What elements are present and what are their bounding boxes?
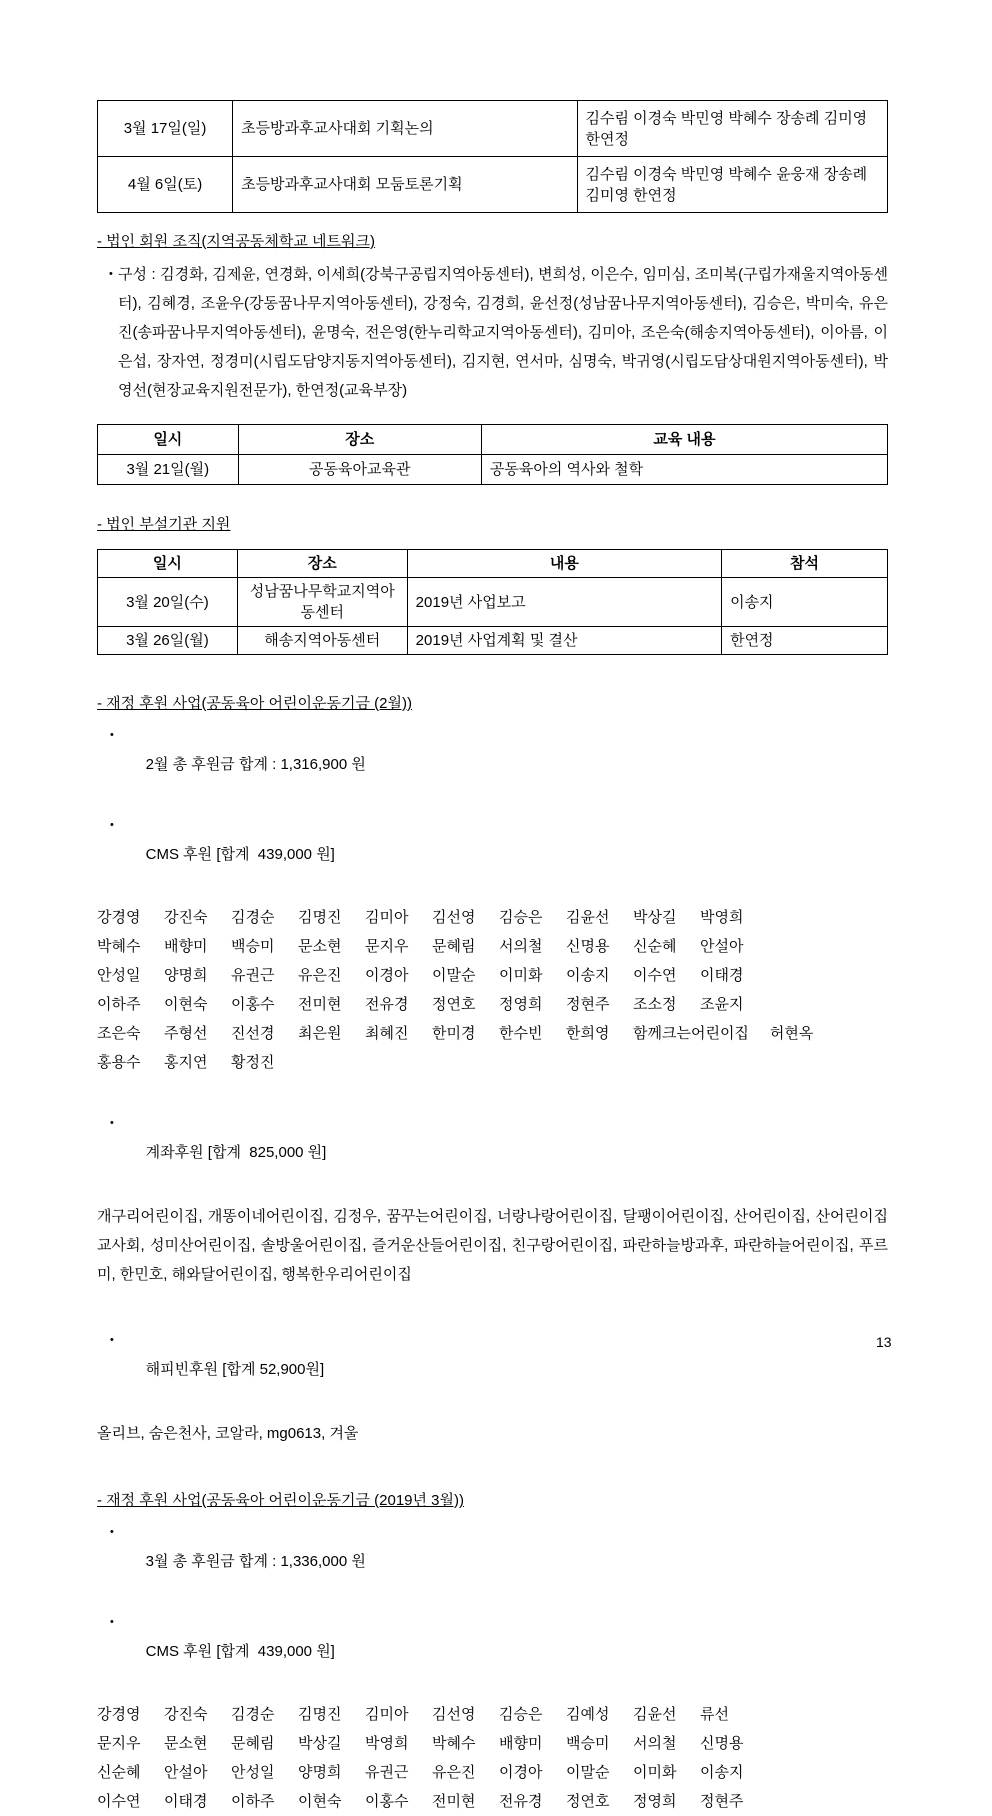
table-row [98, 578, 888, 627]
branch-date-cell: 3월 20일(수) [98, 578, 238, 627]
donor-name: 한미경 [432, 1025, 476, 1042]
donor-name: 이말순 [432, 967, 476, 984]
donor-name-row [97, 932, 888, 961]
donor-name: 류선 [700, 1706, 729, 1723]
table-header-row [98, 425, 888, 455]
donor-name: 정영희 [499, 996, 543, 1013]
section-heading-feb-fund: - 재정 후원 사업(공동육아 어린이운동기금 (2월)) [97, 695, 412, 712]
donor-name-row [97, 1700, 888, 1729]
bullet-icon: • [110, 1526, 114, 1538]
donor-name-row [97, 903, 888, 932]
donor-name: 이하주 [97, 996, 141, 1013]
donor-name: 유권근 [365, 1764, 409, 1781]
donor-name: 이경아 [499, 1764, 543, 1781]
donor-name: 서의철 [499, 938, 543, 955]
table-row [98, 455, 888, 485]
donor-name: 이태경 [700, 967, 744, 984]
donor-name: 이현숙 [164, 996, 208, 1013]
donor-name: 정연호 [432, 996, 476, 1013]
donor-name: 전유경 [499, 1793, 543, 1810]
donor-name: 백승미 [566, 1735, 610, 1752]
donor-name: 이송지 [700, 1764, 744, 1781]
donor-name-row [97, 1787, 888, 1816]
donor-name: 이홍수 [231, 996, 275, 1013]
donor-name: 김예성 [566, 1706, 610, 1723]
donor-name: 박상길 [298, 1735, 342, 1752]
donor-name: 양명희 [298, 1764, 342, 1781]
col-header-place: 장소 [238, 425, 481, 455]
donor-name: 박혜수 [432, 1735, 476, 1752]
donor-name: 한희영 [566, 1025, 610, 1042]
donor-name: 조은숙 [97, 1025, 141, 1042]
donor-name: 정현주 [566, 996, 610, 1013]
donor-name: 주형선 [164, 1025, 208, 1042]
donor-name: 강진숙 [164, 909, 208, 926]
document-page [97, 100, 888, 1816]
donor-name: 안성일 [97, 967, 141, 984]
donor-name: 전유경 [365, 996, 409, 1013]
donor-name: 이송지 [566, 967, 610, 984]
table-header-row [98, 550, 888, 578]
mar-cms-donor-grid [97, 1700, 888, 1816]
donor-name: 문지우 [365, 938, 409, 955]
section-heading-mar-fund: - 재정 후원 사업(공동육아 어린이운동기금 (2019년 3월)) [97, 1492, 465, 1509]
donor-name: 최혜진 [365, 1025, 409, 1042]
donor-name: 배향미 [164, 938, 208, 955]
donor-name-row [97, 1019, 888, 1048]
donor-name: 이수연 [633, 967, 677, 984]
donor-name: 유은진 [432, 1764, 476, 1781]
donor-name-row [97, 1048, 888, 1077]
donor-name: 문소현 [298, 938, 342, 955]
member-composition-text: 구성 : 김경화, 김제윤, 연경화, 이세희(강북구공립지역아동센터), 변희성, 이은수, 임미심, 조미복(구립가재울지역아동센터), 김혜경, 조윤우(강동꿈나무지역아동센터), 강정숙, 김경희, 윤선정(성남꿈나무지역아동센터), 김승은, 박미숙, 유은진(송파꿈나무지역아동센터), 윤명숙, 전은영(한누리학교지역아동센터), 김미아, 조은숙(해송지역아동센터), 이아름, 이은섭, 장자연, 정경미(시립도담양지동지역아동센터), 김지현, 연서마, 심명숙, 박귀영(시립도담상대원지역아동센터), 박영선(현장교육지원전문가), 한연정(교육부장) [118, 266, 888, 399]
happybean-text: 해피빈후원 [합계 52,900원] [145, 1361, 325, 1378]
mar-total-text: 3월 총 후원금 합계 : 1,336,000 원 [145, 1553, 366, 1570]
branch-attendee-cell: 이송지 [722, 578, 888, 627]
member-composition-paragraph [97, 260, 888, 405]
donor-name: 허현옥 [769, 1025, 814, 1042]
donor-name: 전미현 [432, 1793, 476, 1810]
col-header-place: 장소 [237, 550, 407, 578]
happybean-donor-list: 올리브, 숨은천사, 코알라, mg0613, 겨울 [97, 1425, 359, 1442]
donor-name: 안성일 [231, 1764, 275, 1781]
happybean-bullet [97, 1325, 888, 1415]
col-header-edu-content: 교육 내용 [481, 425, 887, 455]
donor-name: 김승은 [499, 909, 543, 926]
mar-cms-text: CMS 후원 [합계 439,000 원] [145, 1643, 335, 1660]
branch-place-cell: 해송지역아동센터 [237, 627, 407, 655]
section-heading-branch-support: - 법인 부설기관 지원 [97, 516, 231, 533]
donor-name: 정연호 [566, 1793, 610, 1810]
donor-name: 박영희 [700, 909, 744, 926]
feb-cms-donor-grid [97, 903, 888, 1077]
donor-name: 조윤지 [700, 996, 744, 1013]
donor-name-row [97, 1758, 888, 1787]
col-header-content: 내용 [407, 550, 721, 578]
edu-content-cell: 공동육아의 역사와 철학 [481, 455, 887, 485]
donor-name: 김경순 [231, 909, 275, 926]
member-education-table [97, 424, 888, 485]
donor-name: 신명용 [566, 938, 610, 955]
donor-name: 조소정 [633, 996, 677, 1013]
donor-name: 진선경 [231, 1025, 275, 1042]
table-row [98, 101, 888, 157]
donor-name: 홍용수 [97, 1054, 141, 1071]
donor-name: 김미아 [365, 909, 409, 926]
branch-date-cell: 3월 26일(월) [98, 627, 238, 655]
branch-place-cell: 성남꿈나무학교지역아동센터 [237, 578, 407, 627]
donor-name: 안설아 [164, 1764, 208, 1781]
meeting-participants-cell: 김수림 이경숙 박민영 박혜수 윤웅재 장송례 김미영 한연정 [577, 157, 887, 213]
donor-name: 정현주 [700, 1793, 744, 1810]
donor-name: 박혜수 [97, 938, 141, 955]
donor-name: 김선영 [432, 1706, 476, 1723]
col-header-attendee: 참석 [722, 550, 888, 578]
donor-name: 유권근 [231, 967, 275, 984]
donor-name: 배향미 [499, 1735, 543, 1752]
table-row [98, 157, 888, 213]
meeting-content-cell: 초등방과후교사대회 모둠토론기획 [233, 157, 577, 213]
donor-name: 이태경 [164, 1793, 208, 1810]
donor-name-row [97, 990, 888, 1019]
donor-name: 김명진 [298, 909, 342, 926]
donor-name: 김승은 [499, 1706, 543, 1723]
bullet-icon: • [110, 729, 114, 741]
donor-name: 김윤선 [633, 1706, 677, 1723]
donor-name: 유은진 [298, 967, 342, 984]
col-header-date: 일시 [98, 425, 239, 455]
bullet-icon: • [110, 819, 114, 831]
donor-name: 이말순 [566, 1764, 610, 1781]
donor-name: 이홍수 [365, 1793, 409, 1810]
donor-name-row [97, 1729, 888, 1758]
donor-name: 강진숙 [164, 1706, 208, 1723]
donor-name: 문혜림 [432, 938, 476, 955]
donor-name: 전미현 [298, 996, 342, 1013]
meeting-participants-cell: 김수림 이경숙 박민영 박혜수 장송례 김미영 한연정 [577, 101, 887, 157]
meeting-date-cell: 4월 6일(토) [98, 157, 233, 213]
account-donation-text: 계좌후원 [합계 825,000 원] [145, 1144, 327, 1161]
branch-support-table [97, 549, 888, 655]
bullet-icon: • [110, 1117, 114, 1129]
donor-name: 신순혜 [97, 1764, 141, 1781]
table-row [98, 627, 888, 655]
donor-name-row [97, 961, 888, 990]
donor-name: 강경영 [97, 1706, 141, 1723]
meeting-date-cell: 3월 17일(일) [98, 101, 233, 157]
donor-name: 이수연 [97, 1793, 141, 1810]
feb-cms-bullet [97, 810, 888, 900]
edu-date-cell: 3월 21일(월) [98, 455, 239, 485]
teacher-conference-table [97, 100, 888, 213]
edu-place-cell: 공동육아교육관 [238, 455, 481, 485]
page-number: 13 [876, 1334, 892, 1350]
donor-name: 문소현 [164, 1735, 208, 1752]
donor-name: 박영희 [365, 1735, 409, 1752]
branch-attendee-cell: 한연정 [722, 627, 888, 655]
donor-name: 홍지연 [164, 1054, 208, 1071]
donor-name: 한수빈 [499, 1025, 543, 1042]
donor-name: 신순혜 [633, 938, 677, 955]
donor-name: 최은원 [298, 1025, 342, 1042]
donor-name: 문지우 [97, 1735, 141, 1752]
feb-total-text: 2월 총 후원금 합계 : 1,316,900 원 [145, 756, 366, 773]
donor-name: 김명진 [298, 1706, 342, 1723]
meeting-content-cell: 초등방과후교사대회 기획논의 [233, 101, 577, 157]
account-donor-list: 개구리어린이집, 개똥이네어린이집, 김정우, 꿈꾸는어린이집, 너랑나랑어린이집, 달팽이어린이집, 산어린이집, 산어린이집교사회, 성미산어린이집, 솔방울어린이집, 즐거운산들어린이집, 친구랑어린이집, 파란하늘방과후, 파란하늘어린이집, 푸르미, 한민호, 해와달어린이집, 행복한우리어린이집 [97, 1208, 888, 1283]
donor-name: 김경순 [231, 1706, 275, 1723]
donor-name: 김미아 [365, 1706, 409, 1723]
donor-name: 신명용 [700, 1735, 744, 1752]
donor-name: 서의철 [633, 1735, 677, 1752]
donor-name: 정영희 [633, 1793, 677, 1810]
col-header-date: 일시 [98, 550, 238, 578]
donor-name: 황정진 [231, 1054, 275, 1071]
donor-name: 이하주 [231, 1793, 275, 1810]
bullet-icon: • [109, 268, 113, 280]
mar-total-bullet [97, 1517, 888, 1607]
mar-cms-bullet [97, 1607, 888, 1697]
donor-name: 김선영 [432, 909, 476, 926]
bullet-icon: • [110, 1334, 114, 1346]
donor-name: 김윤선 [566, 909, 610, 926]
feb-total-bullet [97, 720, 888, 810]
feb-cms-text: CMS 후원 [합계 439,000 원] [145, 846, 335, 863]
donor-name: 문혜림 [231, 1735, 275, 1752]
donor-name: 백승미 [231, 938, 275, 955]
section-heading-member-org: - 법인 회원 조직(지역공동체학교 네트워크) [97, 233, 375, 250]
donor-name: 이미화 [633, 1764, 677, 1781]
donor-name: 이경아 [365, 967, 409, 984]
donor-name: 이현숙 [298, 1793, 342, 1810]
branch-content-cell: 2019년 사업보고 [407, 578, 721, 627]
donor-name: 강경영 [97, 909, 141, 926]
donor-name: 안설아 [700, 938, 744, 955]
donor-name: 양명희 [164, 967, 208, 984]
branch-content-cell: 2019년 사업계획 및 결산 [407, 627, 721, 655]
account-donation-bullet [97, 1108, 888, 1198]
bullet-icon: • [110, 1616, 114, 1628]
donor-name: 함께크는어린이집 [633, 1025, 749, 1042]
donor-name: 이미화 [499, 967, 543, 984]
donor-name: 박상길 [633, 909, 677, 926]
